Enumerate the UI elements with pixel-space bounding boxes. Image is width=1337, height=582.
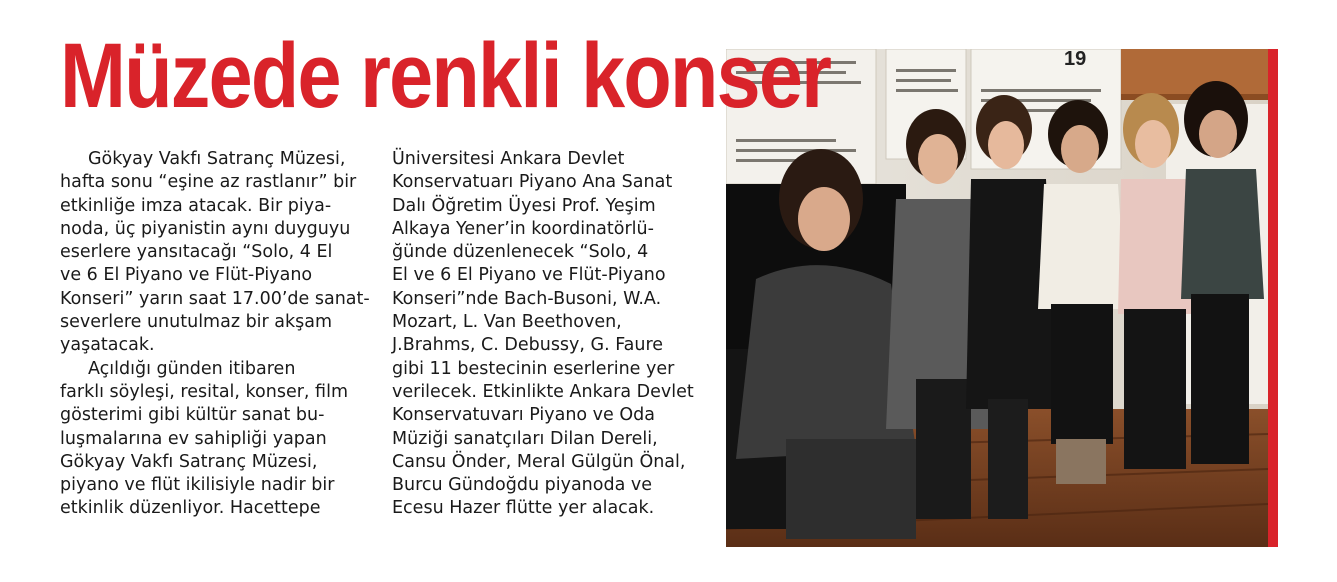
text-line: Açıldığı günden itibaren (88, 358, 296, 379)
article-column-2 (392, 148, 712, 521)
text-line: farklı söyleşi, resital, konser, film (60, 381, 348, 402)
text-line: Dalı Öğretim Üyesi Prof. Yeşim (392, 195, 656, 216)
text-line: etkinlik düzenliyor. Hacettepe (60, 498, 321, 519)
text-line: Alkaya Yener’in koordinatörlü- (392, 218, 654, 239)
text-line: noda, üç piyanistin aynı duyguyu (60, 218, 351, 239)
text-line: yaşatacak. (60, 335, 155, 356)
text-line: Burcu Gündoğdu piyanoda ve (392, 475, 652, 496)
text-line: etkinliğe imza atacak. Bir piya- (60, 195, 332, 216)
text-line: El ve 6 El Piyano ve Flüt-Piyano (392, 265, 666, 286)
text-line: Gökyay Vakfı Satranç Müzesi, (60, 451, 318, 472)
text-line: Müziği sanatçıları Dilan Dereli, (392, 428, 658, 449)
text-line: Ecesu Hazer flütte yer alacak. (392, 498, 655, 519)
text-line: Mozart, L. Van Beethoven, (392, 312, 622, 333)
text-line: eserlere yansıtacağı “Solo, 4 El (60, 242, 333, 263)
text-line: piyano ve flüt ikilisiyle nadir bir (60, 475, 335, 496)
text-line: gibi 11 bestecinin eserlerine yer (392, 358, 675, 379)
text-line: Konservatuvarı Piyano ve Oda (392, 405, 655, 426)
text-line: Konseri”nde Bach-Busoni, W.A. (392, 288, 662, 309)
text-line: severlere unutulmaz bir akşam (60, 312, 333, 333)
text-line: luşmalarına ev sahipliği yapan (60, 428, 327, 449)
article-column-1 (60, 148, 380, 521)
text-line: Konservatuarı Piyano Ana Sanat (392, 172, 673, 193)
text-line: Üniversitesi Ankara Devlet (392, 149, 625, 169)
text-line: ve 6 El Piyano ve Flüt-Piyano (60, 265, 313, 286)
wall-number: 19 (1064, 49, 1087, 70)
text-line: J.Brahms, C. Debussy, G. Faure (392, 335, 664, 356)
text-line: ğünde düzenlenecek “Solo, 4 (392, 242, 649, 263)
text-line: Konseri” yarın saat 17.00’de sanat- (60, 288, 370, 309)
text-line: gösterimi gibi kültür sanat bu- (60, 405, 325, 426)
accent-bar (1268, 49, 1278, 547)
text-line: Gökyay Vakfı Satranç Müzesi, (88, 149, 346, 169)
text-line: verilecek. Etkinlikte Ankara Devlet (392, 381, 694, 402)
text-line: Cansu Önder, Meral Gülgün Önal, (392, 451, 686, 472)
headline: Müzede renkli konser (60, 25, 831, 127)
text-line: hafta sonu “eşine az rastlanır” bir (60, 172, 357, 193)
